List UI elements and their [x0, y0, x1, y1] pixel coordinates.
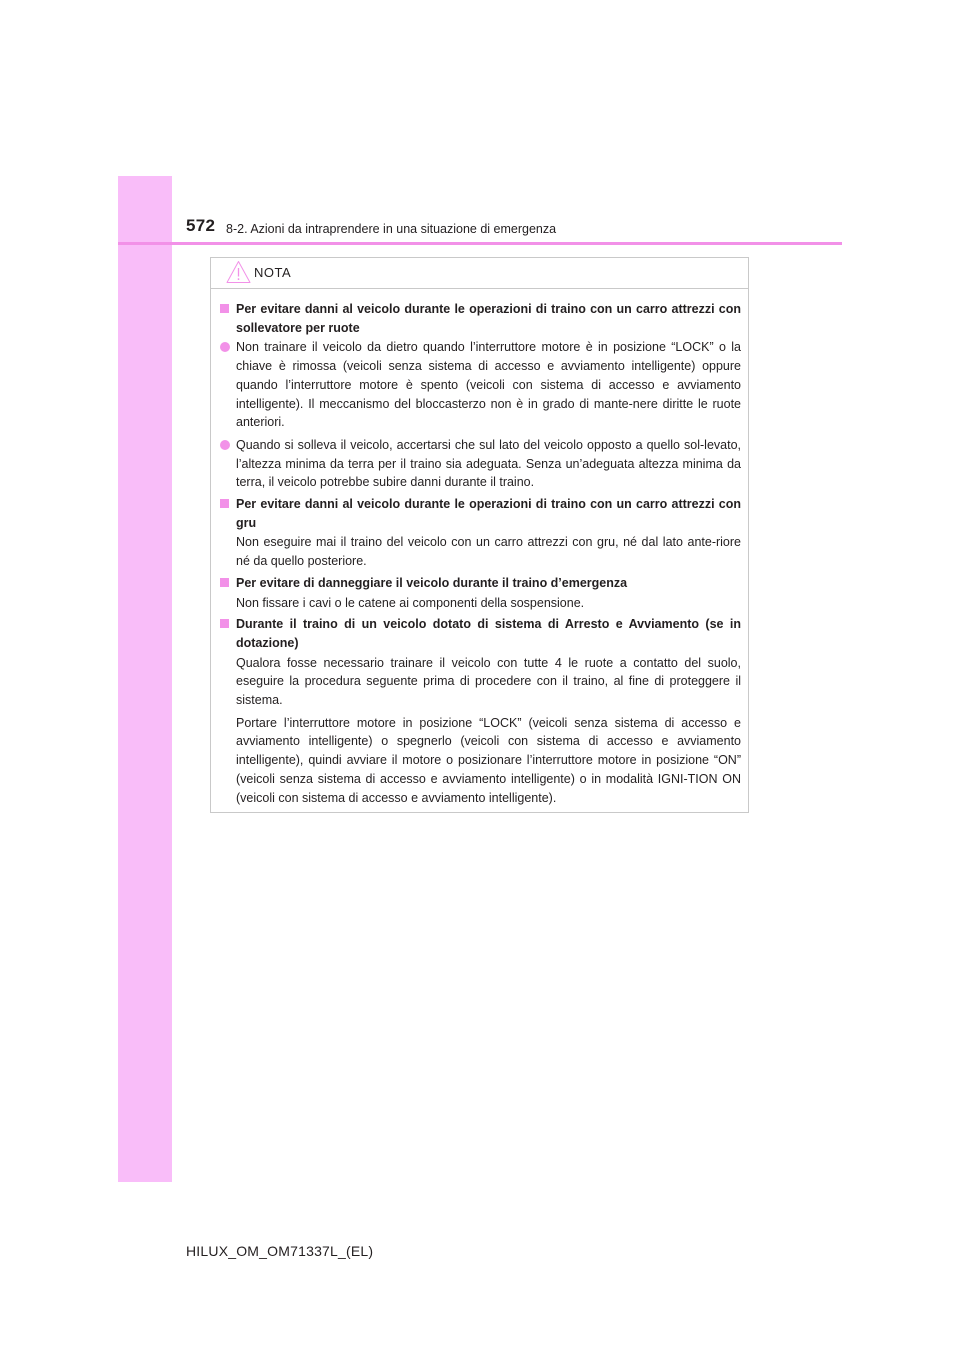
- section-heading-text: Per evitare danni al veicolo durante le operazioni di traino con un carro attrezzi con gru: [236, 497, 741, 530]
- section-heading-text: Per evitare danni al veicolo durante le operazioni di traino con un carro attrezzi con sollevatore per ruote: [236, 302, 741, 335]
- round-bullet-icon: [220, 342, 230, 352]
- paragraph: Qualora fosse necessario trainare il veicolo con tutte 4 le ruote a contatto del suolo, eseguire la procedura seguente prima di procedere con il traino, al fine di proteggere il sistema.: [236, 655, 741, 708]
- side-margin-band: [118, 176, 172, 1182]
- section-heading: [219, 300, 741, 337]
- note-content: [211, 300, 748, 807]
- section-title: 8-2. Azioni da intraprendere in una situazione di emergenza: [226, 222, 557, 236]
- header-rule: [118, 242, 842, 245]
- warning-triangle-icon: [226, 260, 251, 284]
- bullet-item: [219, 436, 741, 492]
- square-bullet-icon: [220, 499, 229, 508]
- bullet-text: Non trainare il veicolo da dietro quando l’interruttore motore è in posizione “LOCK” o la chiave è rimossa (veicoli senza sistema di accesso e avviamento intelligente) oppure quando l’interruttore motore è spento (veicoli con sistema di accesso e avviamento intelligente). Il meccanismo del bloccasterzo non è in grado di mante-nere diritte le ruote anteriori.: [236, 340, 741, 430]
- section-heading: [219, 615, 741, 652]
- section-heading: [219, 574, 741, 593]
- square-bullet-icon: [220, 578, 229, 587]
- bullet-text: Quando si solleva il veicolo, accertarsi che sul lato del veicolo opposto a quello sol-levato, l’altezza minima da terra per il traino sia adeguata. Senza un’adeguata altezza minima da terra, il veicolo potrebbe subire danni durante il traino.: [236, 437, 741, 490]
- bullet-item: [219, 338, 741, 432]
- section-heading-text: Durante il traino di un veicolo dotato di sistema di Arresto e Avviamento (se in dotazione): [236, 617, 741, 650]
- section-heading: [219, 495, 741, 532]
- paragraph: Non eseguire mai il traino del veicolo con un carro attrezzi con gru, né dal lato ante-riore né da quello posteriore.: [236, 535, 741, 569]
- note-box: [210, 257, 749, 813]
- page-number: 572: [186, 216, 216, 235]
- square-bullet-icon: [220, 304, 229, 313]
- section-heading-text: Per evitare di danneggiare il veicolo durante il traino d’emergenza: [236, 575, 628, 590]
- square-bullet-icon: [220, 619, 229, 628]
- round-bullet-icon: [220, 440, 230, 450]
- footer-code: HILUX_OM_OM71337L_(EL): [186, 1243, 374, 1259]
- paragraph: Portare l’interruttore motore in posizione “LOCK” (veicoli senza sistema di accesso e avviamento intelligente) o spegnerlo (veicoli con sistema di accesso e avviamento intelligente), quindi avviare il motore o posizionare l’interruttore motore in posizione “ON” (veicoli senza sistema di accesso e avviamento intelligente) o in modalità IGNI-TION ON (veicoli con sistema di accesso e avviamento intelligente).: [236, 715, 741, 805]
- paragraph: Non fissare i cavi o le catene ai componenti della sospensione.: [236, 595, 585, 610]
- note-label: NOTA: [254, 265, 292, 280]
- note-header: [211, 258, 748, 289]
